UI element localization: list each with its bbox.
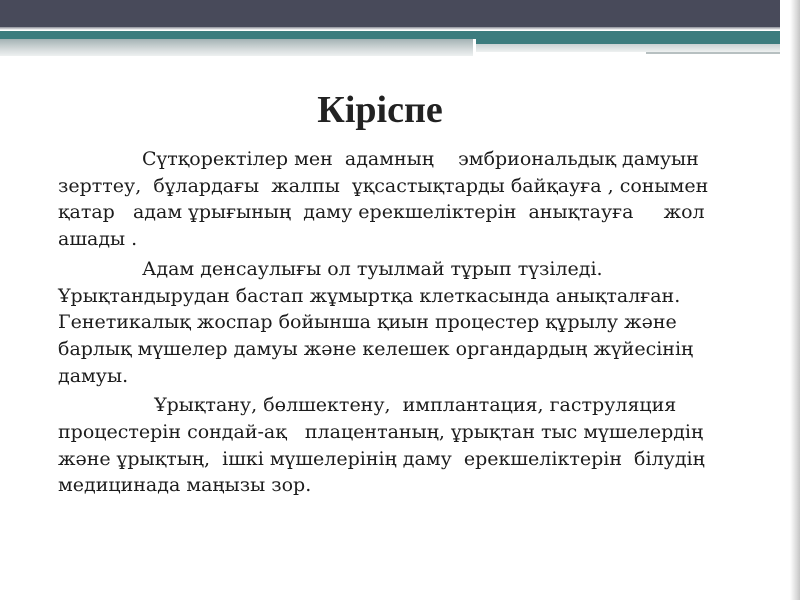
accent-band [0, 31, 780, 39]
header-bar [0, 0, 780, 27]
decorative-stripe-left [0, 39, 473, 56]
slide-edge-shadow [790, 0, 800, 600]
decorative-stripe-tick [646, 52, 780, 54]
body-paragraph-1: Сүтқоректілер мен адамның эмбриональдық дамуын зерттеу, бұлардағы жалпы ұқсастықтарды байқауға , сонымен қатар адам ұрығының даму ерекшеліктерін анықтауға жол ашады . [58, 148, 721, 251]
slide-title: Кіріспе [317, 89, 443, 131]
decorative-stripe-right [476, 44, 780, 52]
header-shadow [0, 27, 780, 30]
slide-body [58, 146, 748, 502]
body-paragraph-3: Ұрықтану, бөлшектену, имплантация, гаструляция процестерін сондай-ақ плацентаның, ұрықтан тыс мүшелердің және ұрықтың, ішкі мүшелерінің даму ерекшеліктерін білудің медицинада маңызы зор. [58, 394, 717, 497]
body-paragraph-2: Адам денсаулығы ол туылмай тұрып түзіледі. Ұрықтандырудан бастап жұмыртқа клеткасында анықталған. Генетикалық жоспар бойынша қиын процестер құрылу және барлық мүшелер дамуы және келешек органдардың жүйесінің дамуы. [58, 257, 700, 387]
